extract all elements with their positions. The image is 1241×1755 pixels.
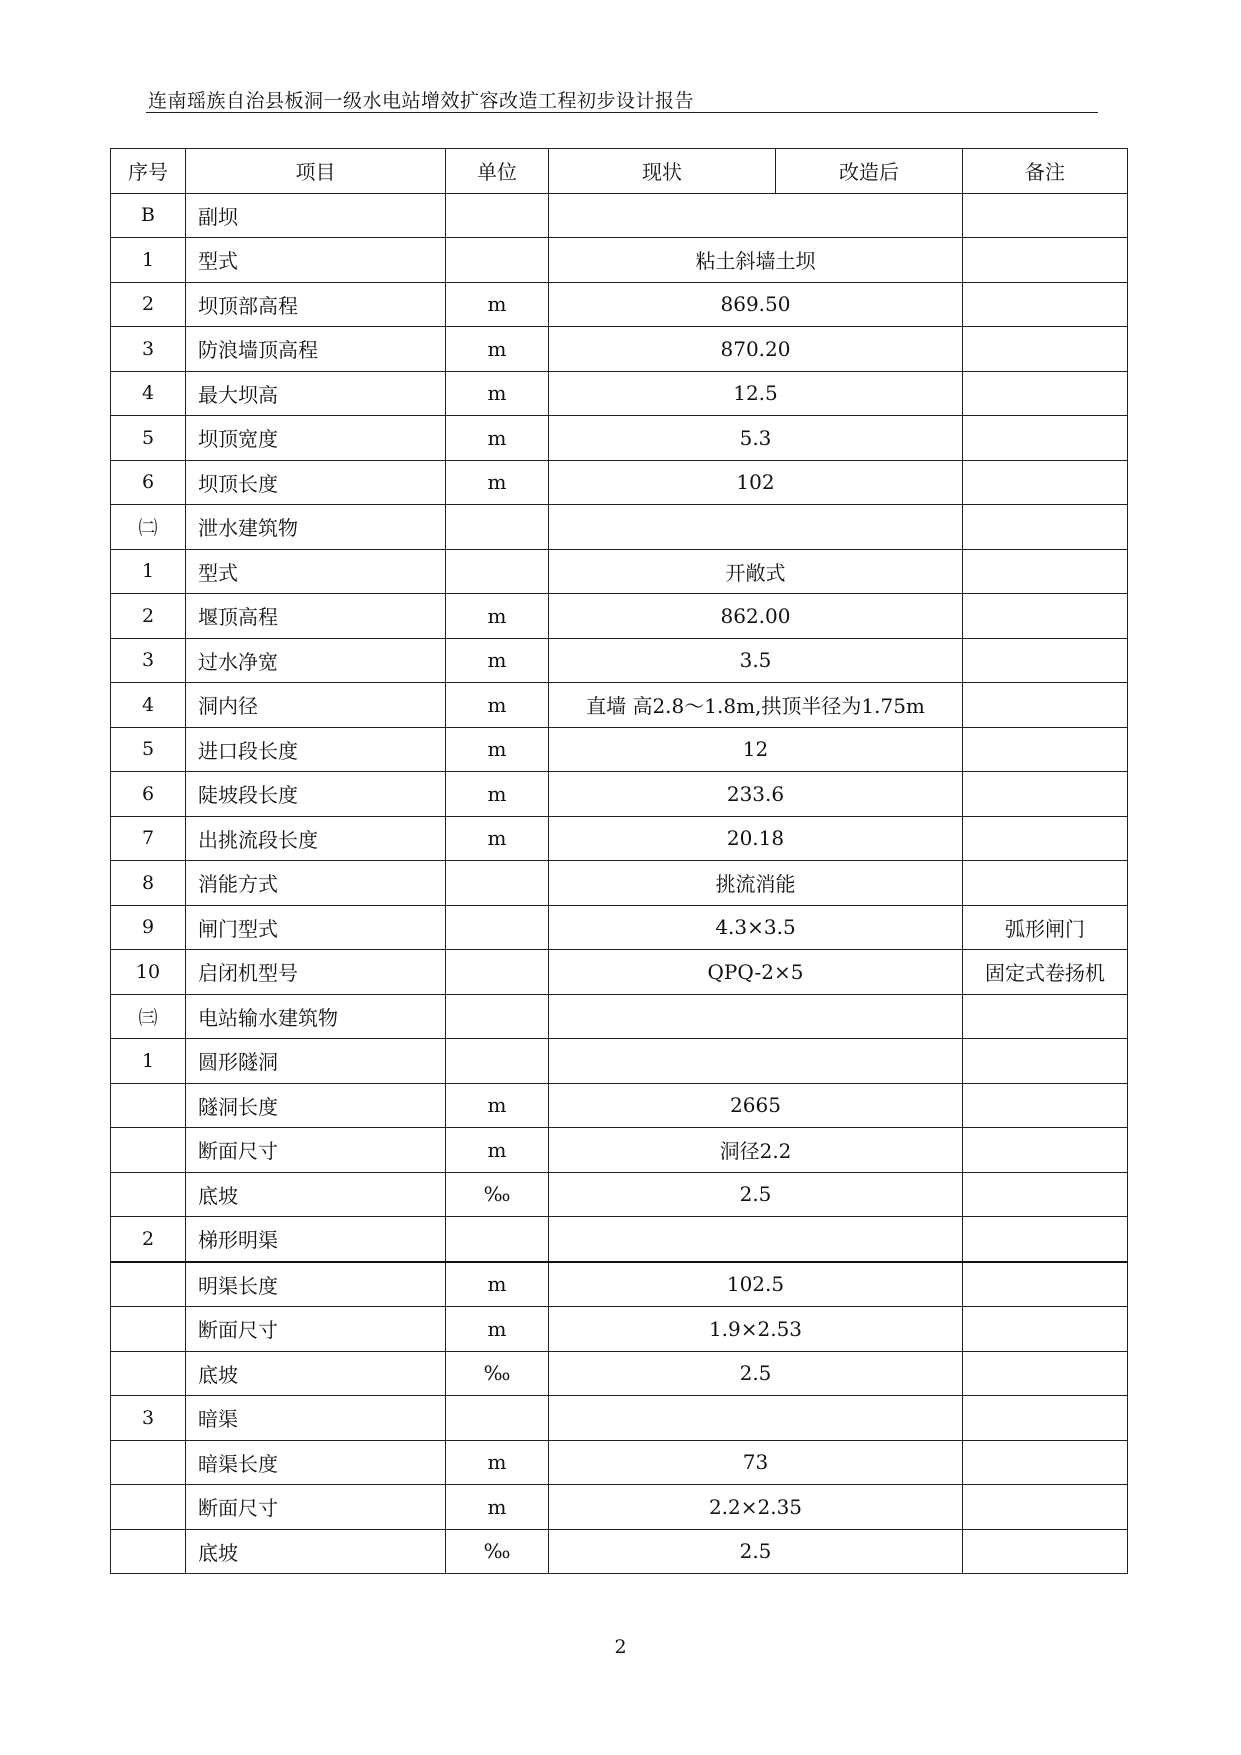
cell-note: 固定式卷扬机	[963, 950, 1128, 995]
cell-note	[963, 1351, 1128, 1396]
cell-no: 2	[111, 282, 186, 327]
cell-item: 陡坡段长度	[186, 772, 446, 817]
table-row	[111, 460, 1128, 505]
cell-note	[963, 416, 1128, 461]
cell-item: 进口段长度	[186, 727, 446, 772]
cell-no	[111, 1529, 186, 1574]
cell-note	[963, 1128, 1128, 1173]
table-row	[111, 816, 1128, 861]
table-row	[111, 193, 1128, 238]
cell-unit: m	[446, 371, 549, 416]
cell-note	[963, 327, 1128, 372]
table-row	[111, 1262, 1128, 1307]
cell-item: 型式	[186, 549, 446, 594]
column-header-item: 项目	[186, 149, 446, 194]
cell-item: 断面尺寸	[186, 1485, 446, 1530]
cell-unit: m	[446, 1307, 549, 1352]
cell-note	[963, 683, 1128, 728]
cell-note	[963, 594, 1128, 639]
cell-no: 10	[111, 950, 186, 995]
table-header-row	[111, 149, 1128, 194]
cell-value: 直墙 高2.8～1.8m,拱顶半径为1.75m	[549, 683, 963, 728]
cell-note	[963, 282, 1128, 327]
table-row	[111, 1485, 1128, 1530]
table-row	[111, 638, 1128, 683]
table-row	[111, 505, 1128, 550]
cell-no	[111, 1083, 186, 1128]
cell-value: 2.2×2.35	[549, 1485, 963, 1530]
cell-item: 堰顶高程	[186, 594, 446, 639]
cell-no	[111, 1128, 186, 1173]
cell-value: 102.5	[549, 1262, 963, 1307]
table-row	[111, 1039, 1128, 1084]
table-row	[111, 727, 1128, 772]
cell-no: 5	[111, 727, 186, 772]
cell-item: 启闭机型号	[186, 950, 446, 995]
table-row	[111, 994, 1128, 1039]
document-header-title: 连南瑶族自治县板洞一级水电站增效扩容改造工程初步设计报告	[148, 90, 695, 112]
cell-item: 明渠长度	[186, 1262, 446, 1307]
cell-no: B	[111, 193, 186, 238]
cell-item: 坝顶长度	[186, 460, 446, 505]
cell-note	[963, 193, 1128, 238]
cell-value: 2.5	[549, 1172, 963, 1217]
table-row	[111, 1396, 1128, 1441]
cell-note	[963, 727, 1128, 772]
column-header-no: 序号	[111, 149, 186, 194]
cell-unit	[446, 549, 549, 594]
specification-table	[110, 148, 1128, 1574]
table-row	[111, 1529, 1128, 1574]
cell-unit	[446, 238, 549, 283]
cell-no: 3	[111, 327, 186, 372]
table-row	[111, 905, 1128, 950]
table-row	[111, 416, 1128, 461]
cell-note	[963, 1529, 1128, 1574]
cell-item: 底坡	[186, 1529, 446, 1574]
cell-value: 12	[549, 727, 963, 772]
cell-value: 挑流消能	[549, 861, 963, 906]
cell-no	[111, 1307, 186, 1352]
cell-value: 12.5	[549, 371, 963, 416]
cell-value	[549, 994, 963, 1039]
cell-value: 1.9×2.53	[549, 1307, 963, 1352]
cell-value: 233.6	[549, 772, 963, 817]
cell-item: 断面尺寸	[186, 1128, 446, 1173]
cell-item: 隧洞长度	[186, 1083, 446, 1128]
cell-no: 3	[111, 638, 186, 683]
cell-item: 坝顶宽度	[186, 416, 446, 461]
cell-value	[549, 505, 963, 550]
cell-value	[549, 1217, 963, 1262]
cell-value: 2665	[549, 1083, 963, 1128]
cell-unit: m	[446, 1485, 549, 1530]
cell-unit: m	[446, 282, 549, 327]
cell-note	[963, 1172, 1128, 1217]
cell-value: 2.5	[549, 1529, 963, 1574]
cell-no: ㈢	[111, 994, 186, 1039]
table-row	[111, 549, 1128, 594]
table-row	[111, 861, 1128, 906]
cell-item: 防浪墙顶高程	[186, 327, 446, 372]
cell-value: 4.3×3.5	[549, 905, 963, 950]
table-row	[111, 1307, 1128, 1352]
cell-no	[111, 1351, 186, 1396]
cell-unit: m	[446, 1262, 549, 1307]
cell-no: 5	[111, 416, 186, 461]
cell-no: 1	[111, 549, 186, 594]
cell-unit: ‰	[446, 1351, 549, 1396]
column-header-current: 现状	[549, 149, 776, 194]
cell-value: QPQ-2×5	[549, 950, 963, 995]
cell-unit	[446, 1039, 549, 1084]
column-header-after: 改造后	[776, 149, 963, 194]
cell-unit: m	[446, 1440, 549, 1485]
cell-item: 暗渠	[186, 1396, 446, 1441]
column-header-note: 备注	[963, 149, 1128, 194]
cell-note	[963, 549, 1128, 594]
cell-value: 2.5	[549, 1351, 963, 1396]
table-row	[111, 1083, 1128, 1128]
cell-note	[963, 238, 1128, 283]
cell-item: 副坝	[186, 193, 446, 238]
table-row	[111, 683, 1128, 728]
cell-note	[963, 371, 1128, 416]
cell-no: ㈡	[111, 505, 186, 550]
cell-unit: m	[446, 1083, 549, 1128]
table-row	[111, 1128, 1128, 1173]
table-row	[111, 282, 1128, 327]
cell-value	[549, 1396, 963, 1441]
cell-value: 开敞式	[549, 549, 963, 594]
cell-unit: m	[446, 327, 549, 372]
cell-value: 870.20	[549, 327, 963, 372]
cell-no: 7	[111, 816, 186, 861]
cell-value: 869.50	[549, 282, 963, 327]
cell-no: 8	[111, 861, 186, 906]
cell-no: 2	[111, 594, 186, 639]
cell-value: 20.18	[549, 816, 963, 861]
cell-item: 坝顶部高程	[186, 282, 446, 327]
cell-value: 5.3	[549, 416, 963, 461]
cell-note	[963, 772, 1128, 817]
cell-unit: m	[446, 772, 549, 817]
cell-note	[963, 638, 1128, 683]
cell-note	[963, 1083, 1128, 1128]
cell-note	[963, 1217, 1128, 1262]
cell-note	[963, 505, 1128, 550]
cell-unit: m	[446, 683, 549, 728]
cell-note	[963, 816, 1128, 861]
cell-note	[963, 1307, 1128, 1352]
cell-item: 过水净宽	[186, 638, 446, 683]
cell-unit: ‰	[446, 1529, 549, 1574]
cell-unit: m	[446, 594, 549, 639]
cell-unit	[446, 861, 549, 906]
cell-unit	[446, 905, 549, 950]
cell-unit	[446, 193, 549, 238]
cell-unit: m	[446, 816, 549, 861]
cell-unit	[446, 994, 549, 1039]
cell-item: 梯形明渠	[186, 1217, 446, 1262]
table-row	[111, 950, 1128, 995]
column-header-unit: 单位	[446, 149, 549, 194]
cell-unit: ‰	[446, 1172, 549, 1217]
cell-value: 洞径2.2	[549, 1128, 963, 1173]
table-row	[111, 327, 1128, 372]
cell-item: 闸门型式	[186, 905, 446, 950]
cell-note	[963, 861, 1128, 906]
cell-note	[963, 1039, 1128, 1084]
cell-value: 102	[549, 460, 963, 505]
cell-no	[111, 1172, 186, 1217]
cell-no: 1	[111, 1039, 186, 1084]
table-row	[111, 594, 1128, 639]
cell-item: 底坡	[186, 1172, 446, 1217]
cell-no: 1	[111, 238, 186, 283]
cell-no: 6	[111, 772, 186, 817]
cell-no: 9	[111, 905, 186, 950]
cell-no: 4	[111, 683, 186, 728]
cell-note	[963, 994, 1128, 1039]
cell-note	[963, 1485, 1128, 1530]
cell-value	[549, 193, 963, 238]
cell-value	[549, 1039, 963, 1084]
page-number: 2	[614, 1636, 627, 1658]
cell-item: 消能方式	[186, 861, 446, 906]
cell-unit	[446, 1396, 549, 1441]
cell-unit: m	[446, 416, 549, 461]
header-divider	[146, 112, 1098, 113]
cell-unit: m	[446, 1128, 549, 1173]
table-row	[111, 772, 1128, 817]
cell-item: 电站输水建筑物	[186, 994, 446, 1039]
cell-no	[111, 1440, 186, 1485]
cell-item: 底坡	[186, 1351, 446, 1396]
cell-item: 最大坝高	[186, 371, 446, 416]
table-row	[111, 1351, 1128, 1396]
cell-no	[111, 1262, 186, 1307]
table-row	[111, 1172, 1128, 1217]
cell-value: 粘土斜墙土坝	[549, 238, 963, 283]
cell-no: 3	[111, 1396, 186, 1441]
table-row	[111, 238, 1128, 283]
cell-item: 型式	[186, 238, 446, 283]
cell-note: 弧形闸门	[963, 905, 1128, 950]
cell-unit	[446, 1217, 549, 1262]
cell-no: 4	[111, 371, 186, 416]
cell-no: 6	[111, 460, 186, 505]
cell-no	[111, 1485, 186, 1530]
table-row	[111, 1440, 1128, 1485]
cell-item: 暗渠长度	[186, 1440, 446, 1485]
cell-unit	[446, 505, 549, 550]
cell-item: 泄水建筑物	[186, 505, 446, 550]
cell-note	[963, 1262, 1128, 1307]
cell-value: 862.00	[549, 594, 963, 639]
cell-item: 断面尺寸	[186, 1307, 446, 1352]
cell-value: 3.5	[549, 638, 963, 683]
table-body	[111, 193, 1128, 1574]
cell-value: 73	[549, 1440, 963, 1485]
cell-unit: m	[446, 727, 549, 772]
table-row	[111, 371, 1128, 416]
cell-unit	[446, 950, 549, 995]
cell-note	[963, 1440, 1128, 1485]
cell-item: 出挑流段长度	[186, 816, 446, 861]
cell-no: 2	[111, 1217, 186, 1262]
cell-note	[963, 460, 1128, 505]
cell-unit: m	[446, 460, 549, 505]
cell-note	[963, 1396, 1128, 1441]
table-row	[111, 1217, 1128, 1262]
cell-unit: m	[446, 638, 549, 683]
cell-item: 洞内径	[186, 683, 446, 728]
cell-item: 圆形隧洞	[186, 1039, 446, 1084]
